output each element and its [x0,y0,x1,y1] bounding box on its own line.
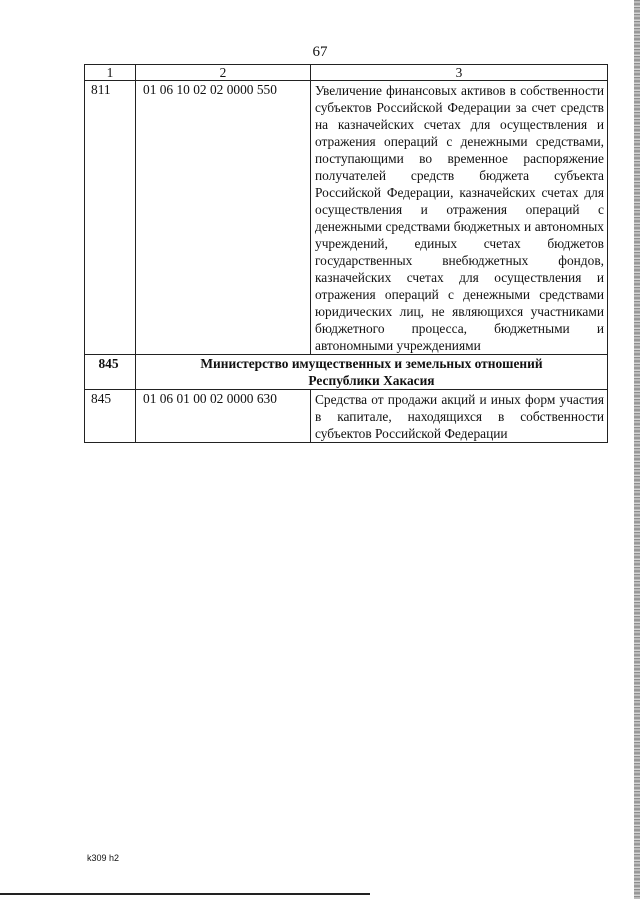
admin-code-cell: 811 [85,81,136,355]
section-title-line-1: Министерство имущественных и земельных отношений [200,356,543,371]
budget-code-cell: 01 06 10 02 02 0000 550 [136,81,311,355]
footer-document-code: k309 h2 [87,853,120,863]
admin-code-cell: 845 [85,390,136,443]
description-cell: Средства от продажи акций и иных форм участия в капитале, находящихся в собственности субъектов Российской Федерации [311,390,608,443]
budget-codes-table [84,64,608,443]
section-header-row [85,355,608,390]
table-header-row [85,65,608,81]
section-title-line-2: Республики Хакасия [308,373,435,388]
section-title [136,355,608,390]
budget-code-cell: 01 06 01 00 02 0000 630 [136,390,311,443]
page-number: 67 [312,44,328,60]
column-header-2: 2 [136,65,311,81]
section-admin-code: 845 [85,355,136,390]
column-header-1: 1 [85,65,136,81]
column-header-3: 3 [311,65,608,81]
table-row [85,390,608,443]
scan-edge-artifact [634,0,640,899]
bottom-divider [0,893,370,895]
table-row [85,81,608,355]
description-cell: Увеличение финансовых активов в собственности субъектов Российской Федерации за счет средств на казначейских счетах для осуществления и отражения операций с денежными средствами, поступающими во временное распоряжение получателей средств бюджета субъекта Российской Федерации, казначейских счетах для осуществления и отражения операций с денежными средствами бюджетных и автономных учреждений, единых счетах бюджетов государственных внебюджетных фондов, казначейских счетах для осуществления и отражения операций с денежными средствами юридических лиц, не являющихся участниками бюджетного процесса, бюджетными и автономными учреждениями [311,81,608,355]
